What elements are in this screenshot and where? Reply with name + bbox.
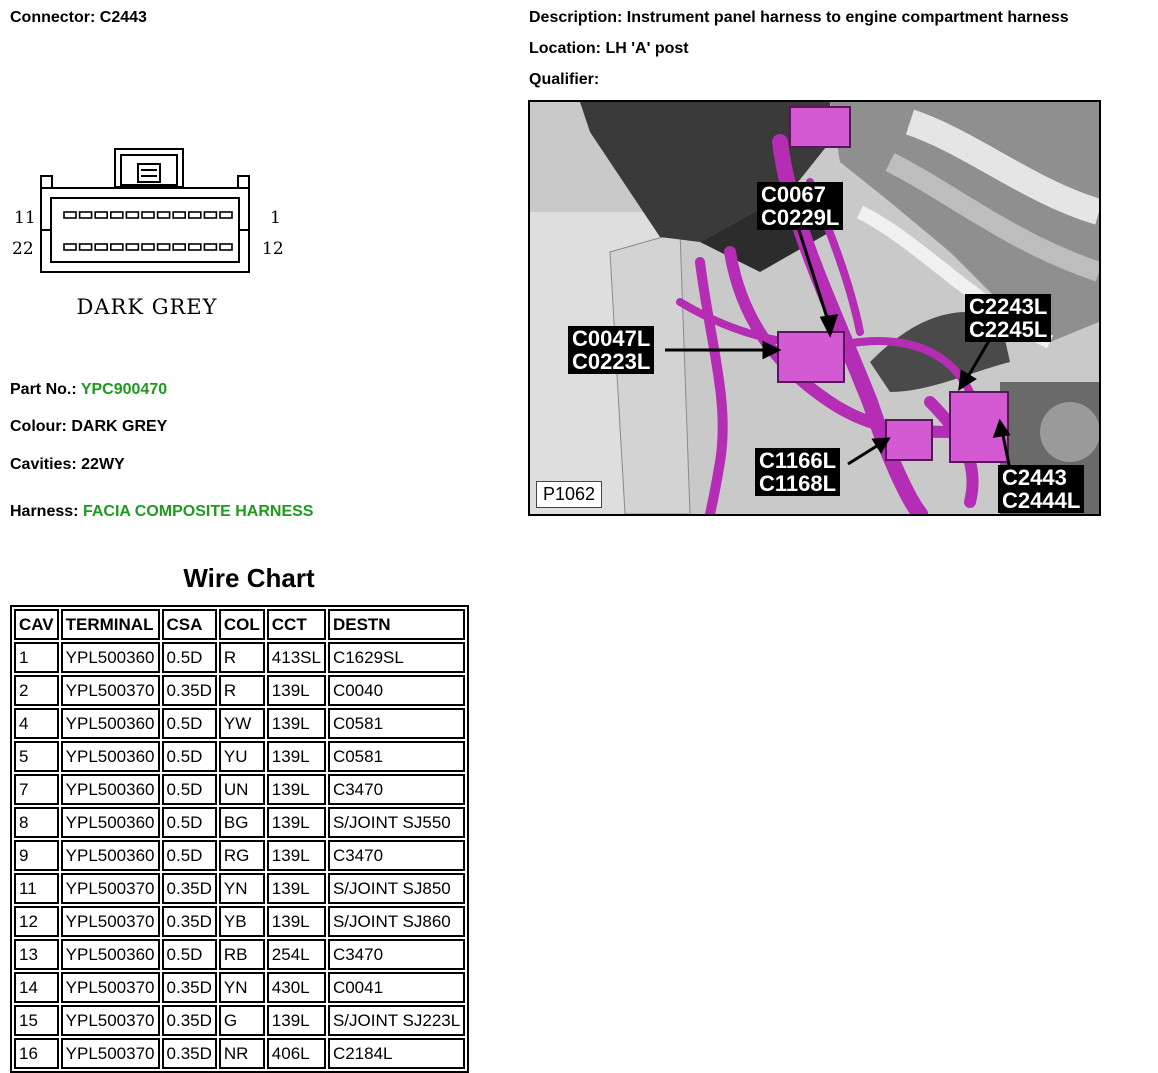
pin-slot — [204, 212, 216, 218]
harness-label: Harness: — [10, 503, 79, 520]
cell-csa: 0.5D — [162, 642, 217, 673]
header-cav: CAV — [14, 609, 59, 640]
cell-destn: C3470 — [328, 840, 465, 871]
part-no-label: Part No.: — [10, 381, 77, 398]
photo-callout-c1166l: C1166L C1168L — [755, 448, 840, 496]
cell-destn: C2184L — [328, 1038, 465, 1069]
cell-csa: 0.35D — [162, 972, 217, 1003]
cell-cct: 254L — [267, 939, 326, 970]
cell-terminal: YPL500360 — [61, 807, 160, 838]
pin-slot — [80, 244, 92, 250]
location-value: LH 'A' post — [605, 40, 689, 57]
table-row — [14, 906, 465, 937]
cell-cct: 139L — [267, 1005, 326, 1036]
pin-slot — [220, 212, 232, 218]
description-field — [529, 9, 1069, 27]
wire-chart-title: Wire Chart — [183, 563, 315, 593]
table-row — [14, 840, 465, 871]
pin-slot — [126, 244, 138, 250]
pin-slot — [111, 244, 123, 250]
cell-cct: 430L — [267, 972, 326, 1003]
header-csa: CSA — [162, 609, 217, 640]
pin-label-1: 1 — [270, 208, 281, 228]
cell-csa: 0.5D — [162, 840, 217, 871]
cell-terminal: YPL500370 — [61, 972, 160, 1003]
cell-col: G — [219, 1005, 265, 1036]
cell-terminal: YPL500360 — [61, 708, 160, 739]
part-no-link[interactable]: YPC900470 — [80, 381, 168, 398]
cell-csa: 0.35D — [162, 1005, 217, 1036]
cell-col: YW — [219, 708, 265, 739]
cavities-field — [10, 456, 125, 474]
cell-terminal: YPL500360 — [61, 774, 160, 805]
photo-id: P1062 — [536, 481, 602, 508]
pin-slot — [142, 212, 154, 218]
location-field — [529, 40, 689, 58]
cell-csa: 0.35D — [162, 675, 217, 706]
cell-cct: 139L — [267, 741, 326, 772]
cell-terminal: YPL500360 — [61, 642, 160, 673]
cell-terminal: YPL500370 — [61, 1005, 160, 1036]
cell-cav: 9 — [14, 840, 59, 871]
qualifier-field — [529, 71, 599, 89]
cell-csa: 0.5D — [162, 939, 217, 970]
table-row — [14, 708, 465, 739]
table-row — [14, 1005, 465, 1036]
table-row — [14, 873, 465, 904]
cell-col: YB — [219, 906, 265, 937]
photo-callout-c0047l: C0047L C0223L — [568, 326, 654, 374]
connector-field — [10, 9, 147, 27]
cell-cav: 15 — [14, 1005, 59, 1036]
description-value: Instrument panel harness to engine compartment harness — [626, 9, 1069, 26]
wire-chart-header-row — [14, 609, 465, 640]
cell-destn: C0581 — [328, 741, 465, 772]
cell-csa: 0.35D — [162, 906, 217, 937]
pin-slot — [189, 212, 201, 218]
cell-terminal: YPL500370 — [61, 1038, 160, 1069]
cell-csa: 0.5D — [162, 774, 217, 805]
cell-col: RB — [219, 939, 265, 970]
location-photo — [528, 100, 1101, 516]
cell-col: YN — [219, 972, 265, 1003]
wire-chart-table — [10, 605, 469, 1073]
pin-slot — [142, 244, 154, 250]
cell-col: YN — [219, 873, 265, 904]
pin-slot — [64, 212, 76, 218]
cell-col: UN — [219, 774, 265, 805]
location-label: Location: — [529, 40, 601, 57]
colour-value: DARK GREY — [71, 418, 168, 435]
pin-slot — [111, 212, 123, 218]
cell-destn: C0040 — [328, 675, 465, 706]
cell-cct: 139L — [267, 906, 326, 937]
cell-csa: 0.35D — [162, 873, 217, 904]
pin-label-11: 11 — [14, 208, 36, 228]
cell-cav: 12 — [14, 906, 59, 937]
cell-col: BG — [219, 807, 265, 838]
cell-destn: S/JOINT SJ860 — [328, 906, 465, 937]
table-row — [14, 972, 465, 1003]
colour-label: Colour: — [10, 418, 67, 435]
header-terminal: TERMINAL — [61, 609, 160, 640]
cell-destn: S/JOINT SJ850 — [328, 873, 465, 904]
cell-csa: 0.5D — [162, 741, 217, 772]
description-label: Description: — [529, 9, 623, 26]
pin-slot — [80, 212, 92, 218]
connector-face-diagram — [8, 144, 298, 324]
cell-cav: 16 — [14, 1038, 59, 1069]
table-row — [14, 642, 465, 673]
header-destn: DESTN — [328, 609, 465, 640]
table-row — [14, 939, 465, 970]
connector-label: Connector: — [10, 9, 96, 26]
cell-cct: 139L — [267, 840, 326, 871]
cell-cct: 139L — [267, 774, 326, 805]
pin-slot — [95, 244, 107, 250]
cell-destn: S/JOINT SJ550 — [328, 807, 465, 838]
cell-cct: 406L — [267, 1038, 326, 1069]
cell-cct: 139L — [267, 675, 326, 706]
cell-col: NR — [219, 1038, 265, 1069]
pin-slot — [189, 244, 201, 250]
qualifier-label: Qualifier: — [529, 71, 600, 88]
cell-col: R — [219, 642, 265, 673]
cell-cct: 139L — [267, 708, 326, 739]
cell-terminal: YPL500370 — [61, 906, 160, 937]
pin-slot — [64, 244, 76, 250]
pin-slot — [173, 244, 185, 250]
cell-cav: 7 — [14, 774, 59, 805]
harness-link[interactable]: FACIA COMPOSITE HARNESS — [82, 503, 314, 520]
pin-slot — [204, 244, 216, 250]
header-col: COL — [219, 609, 265, 640]
cell-terminal: YPL500370 — [61, 873, 160, 904]
pin-slot — [126, 212, 138, 218]
harness-field — [10, 503, 313, 521]
diagram-colour-text: DARK GREY — [76, 295, 218, 319]
header-cct: CCT — [267, 609, 326, 640]
cell-terminal: YPL500360 — [61, 840, 160, 871]
pin-label-12: 12 — [262, 239, 284, 259]
cell-csa: 0.35D — [162, 1038, 217, 1069]
table-row — [14, 675, 465, 706]
cell-csa: 0.5D — [162, 807, 217, 838]
pin-label-22: 22 — [12, 239, 34, 259]
photo-callout-c0067: C0067 C0229L — [757, 182, 843, 230]
part-no-field — [10, 381, 167, 399]
cell-destn: C3470 — [328, 939, 465, 970]
table-row — [14, 807, 465, 838]
cell-cct: 413SL — [267, 642, 326, 673]
cell-cav: 5 — [14, 741, 59, 772]
pin-slot — [173, 212, 185, 218]
pin-slot — [158, 244, 170, 250]
cell-cav: 11 — [14, 873, 59, 904]
cell-cav: 14 — [14, 972, 59, 1003]
cell-cav: 8 — [14, 807, 59, 838]
pin-slot — [220, 244, 232, 250]
cell-destn: C1629SL — [328, 642, 465, 673]
cell-cav: 4 — [14, 708, 59, 739]
cavities-label: Cavities: — [10, 456, 77, 473]
connector-value: C2443 — [99, 9, 147, 26]
pin-slot — [158, 212, 170, 218]
cell-cct: 139L — [267, 807, 326, 838]
cell-col: YU — [219, 741, 265, 772]
table-row — [14, 741, 465, 772]
table-row — [14, 1038, 465, 1069]
cell-col: RG — [219, 840, 265, 871]
cell-destn: C0041 — [328, 972, 465, 1003]
pin-slot — [95, 212, 107, 218]
cell-destn: S/JOINT SJ223L — [328, 1005, 465, 1036]
cell-terminal: YPL500360 — [61, 741, 160, 772]
cavities-value: 22WY — [81, 456, 125, 473]
photo-callout-c2243l: C2243L C2245L — [965, 294, 1051, 342]
cell-destn: C0581 — [328, 708, 465, 739]
cell-destn: C3470 — [328, 774, 465, 805]
photo-callout-c2443: C2443 C2444L — [998, 465, 1084, 513]
cell-cav: 2 — [14, 675, 59, 706]
cell-csa: 0.5D — [162, 708, 217, 739]
cell-cav: 1 — [14, 642, 59, 673]
table-row — [14, 774, 465, 805]
colour-field — [10, 418, 167, 436]
cell-cct: 139L — [267, 873, 326, 904]
cell-col: R — [219, 675, 265, 706]
cell-terminal: YPL500360 — [61, 939, 160, 970]
cell-cav: 13 — [14, 939, 59, 970]
cell-terminal: YPL500370 — [61, 675, 160, 706]
